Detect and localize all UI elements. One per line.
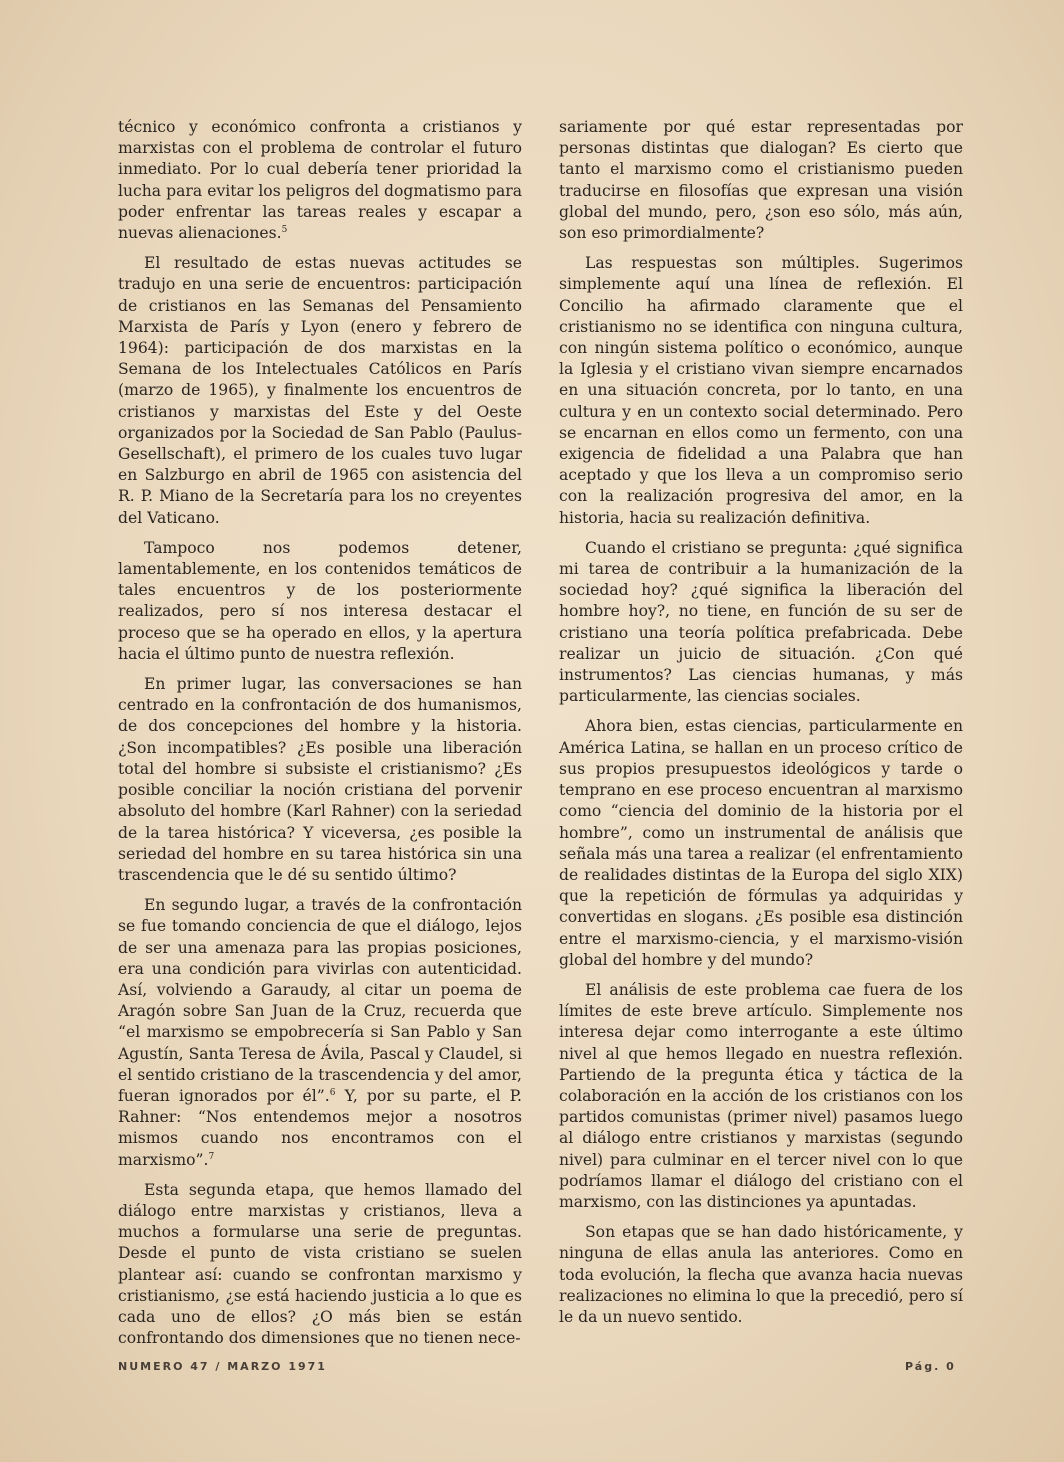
paragraph [118,117,522,244]
paragraph-text: técnico y económico confronta a cristianos y marxistas con el problema de controlar el futuro inmediato. Por lo cual debería tener prioridad la lucha para evitar los peligros del dogmatismo para poder enfrentar las tareas reales y escapar a nuevas alienaciones. [118,118,522,243]
paragraph: sariamente por qué estar representadas por personas distintas que dialogan? Es cierto que tanto el marxismo como el cristianismo pueden traducirse en filosofías que expresan una visión global del mundo, pero, ¿son eso sólo, más aún, son eso primordialmente? [559,118,963,243]
page-number: Pág. 0 [905,1360,956,1373]
footnote-ref: 5 [281,224,288,235]
paragraph [118,895,522,1171]
footnote-ref: 6 [329,1087,336,1098]
paragraph: Ahora bien, estas ciencias, particularmente en América Latina, se hallan en un proceso crítico de sus propios presupuestos ideológicos y tarde o temprano en ese proceso encuentran al marxismo como “ciencia del dominio de la historia por el hombre”, como un instrumental de análisis que señala más una tarea a realizar (el enfrentamiento de realidades distintas de la Europa del siglo XIX) que la repetición de fórmulas ya adquiridas y convertidas en slogans. ¿Es posible esa distinción entre el marxismo-ciencia, y el marxismo-visión global del hombre y del mundo? [559,717,963,969]
left-column [118,117,522,1358]
paragraph: Son etapas que se han dado históricamente, y ninguna de ellas anula las anteriores. Como en toda evolución, la flecha que avanza hacia nuevas realizaciones no elimina lo que la precedió, pero sí le da un nuevo sentido. [559,1223,963,1326]
paragraph: El resultado de estas nuevas actitudes se tradujo en una serie de encuentros: participación de cristianos en las Semanas del Pensamiento Marxista de París y Lyon (enero y febrero de 1964): participación de dos marxistas en la Semana de los Intelectuales Católicos en París (marzo de 1965), y finalmente los encuentros de cristianos y marxistas del Este y del Oeste organizados por la Sociedad de San Pablo (Paulus-Gesellschaft), el primero de los cuales tuvo lugar en Salzburgo en abril de 1965 con asistencia del R. P. Miano de la Secretaría para los no creyentes del Vaticano. [118,254,522,527]
right-column [559,117,963,1337]
paragraph-text: En segundo lugar, a través de la confrontación se fue tomando conciencia de que el diálogo, lejos de ser una amenaza para las propias posiciones, era una condición para vivirlas con autenticidad. Así, volviendo a Garaudy, al citar un poema de Aragón sobre San Juan de la Cruz, recuerda que “el marxismo se empobrecería si San Pablo y San Agustín, Santa Teresa de Ávila, Pascal y Claudel, si el sentido cristiano de la trascendencia y del amor, fueran ignorados por él”. [118,896,522,1105]
paragraph: Esta segunda etapa, que hemos llamado del diálogo entre marxistas y cristianos, lleva a muchos a formularse una serie de preguntas. Desde el punto de vista cristiano se suelen plantear así: cuando se confrontan marxismo y cristianismo, ¿se está haciendo justicia a lo que es cada uno de ellos? ¿O más bien se están confrontando dos dimensiones que no tienen nece- [118,1180,522,1348]
paragraph: Cuando el cristiano se pregunta: ¿qué significa mi tarea de contribuir a la humanización de la sociedad hoy? ¿qué significa la liberación del hombre hoy?, no tiene, en función de su ser de cristiano una teoría política prefabricada. Debe realizar un juicio de situación. ¿Con qué instrumentos? Las ciencias humanas, y más particularmente, las ciencias sociales. [559,538,963,706]
paragraph: Tampoco nos podemos detener, lamentablemente, en los contenidos temáticos de tales encuentros y de los posteriormente realizados, pero sí nos interesa destacar el proceso que se ha operado en ellos, y la apertura hacia el último punto de nuestra reflexión. [118,538,522,663]
paragraph: El análisis de este problema cae fuera de los límites de este breve artículo. Simplemente nos interesa dejar como interrogante a este último nivel al que hemos llegado en nuestra reflexión. Partiendo de la pregunta ética y táctica de la colaboración en la acción de los cristianos con los partidos comunistas (primer nivel) pasamos luego al diálogo entre cristianos y marxistas (segundo nivel) para culminar en el tercer nivel con lo que podríamos llamar el diálogo del cristiano con el marxismo, con las distinciones ya apuntadas. [559,980,963,1211]
paragraph: En primer lugar, las conversaciones se han centrado en la confrontación de dos humanismos, de dos concepciones del hombre y la historia. ¿Son incompatibles? ¿Es posible una liberación total del hombre si subsiste el cristianismo? ¿Es posible conciliar la noción cristiana del porvenir absoluto del hombre (Karl Rahner) con la seriedad de la tarea histórica? Y viceversa, ¿es posible la seriedad del hombre en su tarea histórica sin una trascendencia que le dé su sentido último? [118,675,522,884]
footnote-ref: 7 [208,1151,215,1162]
paragraph: Las respuestas son múltiples. Sugerimos simplemente aquí una línea de reflexión. El Concilio ha afirmado claramente que el cristianismo no se identifica con ninguna cultura, con ningún sistema político o económico, aunque la Iglesia y el cristiano vivan siempre encarnados en una situación concreta, por lo tanto, en una cultura y en un contexto social determinado. Pero se encarnan en ellos como un fermento, con una exigencia de fidelidad a una Palabra que han aceptado y que los lleva a un compromiso serio con la realización progresiva del amor, en la historia, hacia su realización definitiva. [559,254,963,527]
issue-footer: NUMERO 47 / MARZO 1971 [118,1360,327,1373]
paragraph-text: Y, por su parte, el P. Rahner: “Nos entendemos mejor a nosotros mismos cuando nos encontramos con el marxismo”. [118,1086,522,1169]
